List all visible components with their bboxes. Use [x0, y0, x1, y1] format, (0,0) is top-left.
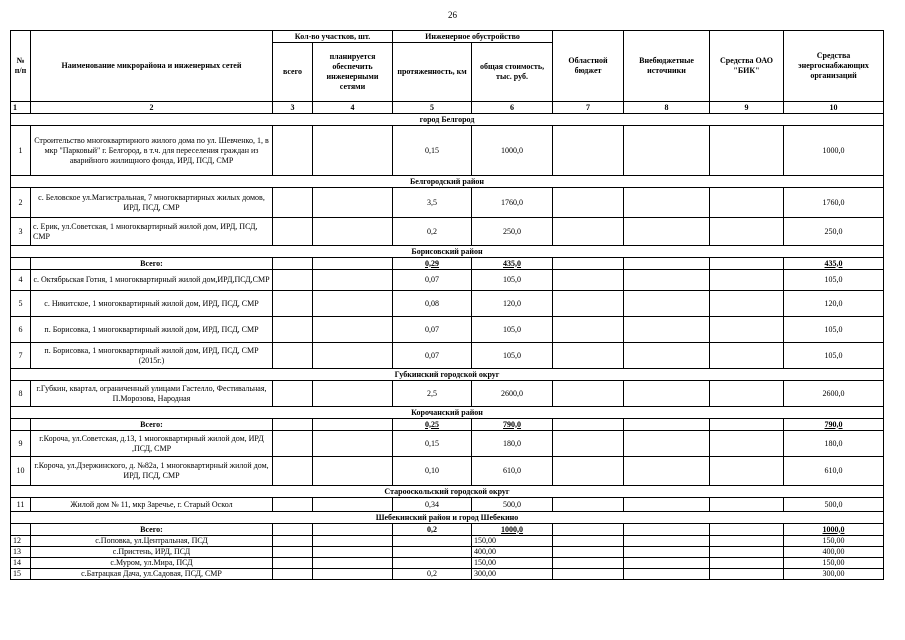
section-row — [11, 486, 884, 498]
column-number: 6 — [472, 102, 553, 114]
section-title: город Белгород — [11, 114, 884, 126]
row-cost: 400,00 — [472, 547, 553, 558]
row-num: 11 — [11, 498, 31, 512]
section-row — [11, 369, 884, 381]
section-row — [11, 246, 884, 258]
section-row — [11, 176, 884, 188]
row-length: 0,2 — [393, 569, 472, 580]
row-name: с.Батрацкая Дача, ул.Садовая, ПСД, СМР — [31, 569, 273, 580]
header-name: Наименование микрорайона и инженерных сетей — [31, 31, 273, 102]
row-num: 9 — [11, 431, 31, 457]
row-cost: 1760,0 — [472, 188, 553, 218]
column-number: 7 — [553, 102, 624, 114]
row-cost: 300,00 — [472, 569, 553, 580]
total-energy: 790,0 — [784, 419, 884, 431]
table-row — [11, 457, 884, 486]
table-row — [11, 558, 884, 569]
row-length: 0,08 — [393, 291, 472, 317]
column-number: 4 — [313, 102, 393, 114]
row-name: г.Короча, ул.Дзержинского, д. №82а, 1 многоквартирный жилой дом, ИРД, ПСД, СМР — [31, 457, 273, 486]
header-regional: Областной бюджет — [553, 31, 624, 102]
row-energy: 1000,0 — [784, 126, 884, 176]
row-name: с.Поповка, ул.Центральная, ПСД — [31, 536, 273, 547]
header-bik: Средства ОАО "БИК" — [710, 31, 784, 102]
total-cost: 790,0 — [472, 419, 553, 431]
row-name: Жилой дом № 11, мкр Заречье, г. Старый Оскол — [31, 498, 273, 512]
table-row — [11, 381, 884, 407]
section-title: Белгородский район — [11, 176, 884, 188]
row-length: 0,10 — [393, 457, 472, 486]
row-energy: 180,0 — [784, 431, 884, 457]
row-length: 0,34 — [393, 498, 472, 512]
table-row — [11, 188, 884, 218]
row-cost: 2600,0 — [472, 381, 553, 407]
row-length: 0,07 — [393, 270, 472, 291]
header-energy: Средства энергоснабжающих организаций — [784, 31, 884, 102]
column-number: 5 — [393, 102, 472, 114]
total-row — [11, 258, 884, 270]
row-cost: 250,0 — [472, 218, 553, 246]
row-num: 1 — [11, 126, 31, 176]
row-name: г.Губкин, квартал, ограниченный улицами Гастелло, Фестивальная, П.Морозова, Народная — [31, 381, 273, 407]
table-row — [11, 498, 884, 512]
row-name: г.Короча, ул.Советская, д.13, 1 многоквартирный жилой дом, ИРД ,ПСД, СМР — [31, 431, 273, 457]
row-length: 0,15 — [393, 126, 472, 176]
row-length: 0,2 — [393, 218, 472, 246]
row-cost: 120,0 — [472, 291, 553, 317]
column-numbers-row — [11, 102, 884, 114]
row-cost: 105,0 — [472, 270, 553, 291]
table-row — [11, 431, 884, 457]
row-energy: 1760,0 — [784, 188, 884, 218]
row-energy: 105,0 — [784, 343, 884, 369]
section-title: Корочанский район — [11, 407, 884, 419]
row-energy: 500,0 — [784, 498, 884, 512]
row-num: 2 — [11, 188, 31, 218]
row-num: 12 — [11, 536, 31, 547]
row-name: п. Борисовка, 1 многоквартирный жилой дом, ИРД, ПСД, СМР — [31, 317, 273, 343]
total-cost: 435,0 — [472, 258, 553, 270]
row-cost: 610,0 — [472, 457, 553, 486]
row-length: 0,07 — [393, 317, 472, 343]
total-label: Всего: — [31, 258, 273, 270]
row-length: 0,15 — [393, 431, 472, 457]
header-row-groups — [11, 31, 884, 43]
total-energy: 1000,0 — [784, 524, 884, 536]
row-energy: 2600,0 — [784, 381, 884, 407]
row-num: 14 — [11, 558, 31, 569]
total-length: 0,29 — [393, 258, 472, 270]
row-length: 3,5 — [393, 188, 472, 218]
header-cost: общая стоимость, тыс. руб. — [472, 43, 553, 102]
column-number: 8 — [624, 102, 710, 114]
table-row — [11, 218, 884, 246]
table-row — [11, 291, 884, 317]
total-label: Всего: — [31, 524, 273, 536]
table-row — [11, 569, 884, 580]
column-number: 10 — [784, 102, 884, 114]
row-name: п. Борисовка, 1 многоквартирный жилой дом, ИРД, ПСД, СМР (2015г.) — [31, 343, 273, 369]
row-name: с. Ерик, ул.Советская, 1 многоквартирный жилой дом, ИРД, ПСД, СМР — [31, 218, 273, 246]
row-num: 7 — [11, 343, 31, 369]
table-row — [11, 536, 884, 547]
row-name: с.Пристень, ИРД, ПСД — [31, 547, 273, 558]
section-title: Шебекинский район и город Шебекино — [11, 512, 884, 524]
page-number: 26 — [448, 10, 457, 20]
row-energy: 610,0 — [784, 457, 884, 486]
row-cost: 150,00 — [472, 536, 553, 547]
section-title: Старооскольский городской округ — [11, 486, 884, 498]
row-name: с. Никитское, 1 многоквартирный жилой дом, ИРД, ПСД, СМР — [31, 291, 273, 317]
table-row — [11, 547, 884, 558]
table-row — [11, 343, 884, 369]
header-group-count: Кол-во участков, шт. — [273, 31, 393, 43]
row-energy: 150,00 — [784, 558, 884, 569]
row-energy: 105,0 — [784, 317, 884, 343]
header-length: протяженность, км — [393, 43, 472, 102]
row-energy: 120,0 — [784, 291, 884, 317]
section-row — [11, 114, 884, 126]
table-row — [11, 126, 884, 176]
row-name: с.Муром, ул.Мира, ПСД — [31, 558, 273, 569]
row-name: Строительство многоквартирного жилого дома по ул. Шевченко, 1, в мкр "Парковый" г. Белгород, в т.ч. для переселения граждан из аварийного жилищного фонда, ИРД, ПСД, СМР — [31, 126, 273, 176]
header-num: № п/п — [11, 31, 31, 102]
row-cost: 180,0 — [472, 431, 553, 457]
header-group-infra: Инженерное обустройство — [393, 31, 553, 43]
total-row — [11, 419, 884, 431]
row-energy: 300,00 — [784, 569, 884, 580]
row-energy: 150,00 — [784, 536, 884, 547]
row-cost: 105,0 — [472, 317, 553, 343]
total-energy: 435,0 — [784, 258, 884, 270]
row-num: 5 — [11, 291, 31, 317]
row-name: с. Беловское ул.Магистральная, 7 многоквартирных жилых домов, ИРД, ПСД, СМР — [31, 188, 273, 218]
row-num: 6 — [11, 317, 31, 343]
header-offbudget: Внебюджетные источники — [624, 31, 710, 102]
row-energy: 250,0 — [784, 218, 884, 246]
header-planned: планируется обеспечить инженерными сетями — [313, 43, 393, 102]
column-number: 1 — [11, 102, 31, 114]
table-row — [11, 270, 884, 291]
row-energy: 105,0 — [784, 270, 884, 291]
row-cost: 500,0 — [472, 498, 553, 512]
row-num: 15 — [11, 569, 31, 580]
section-title: Борисовский район — [11, 246, 884, 258]
total-row — [11, 524, 884, 536]
row-num: 8 — [11, 381, 31, 407]
row-num: 13 — [11, 547, 31, 558]
row-cost: 1000,0 — [472, 126, 553, 176]
column-number: 2 — [31, 102, 273, 114]
section-title: Губкинский городской округ — [11, 369, 884, 381]
total-length: 0,25 — [393, 419, 472, 431]
row-num: 4 — [11, 270, 31, 291]
construction-funding-table — [10, 30, 884, 580]
row-length: 0,07 — [393, 343, 472, 369]
total-length: 0,2 — [393, 524, 472, 536]
total-label: Всего: — [31, 419, 273, 431]
row-name: с. Октябрьская Готня, 1 многоквартирный жилой дом,ИРД,ПСД,СМР — [31, 270, 273, 291]
row-length: 2,5 — [393, 381, 472, 407]
section-row — [11, 512, 884, 524]
column-number: 3 — [273, 102, 313, 114]
row-num: 3 — [11, 218, 31, 246]
row-cost: 150,00 — [472, 558, 553, 569]
total-cost: 1000,0 — [472, 524, 553, 536]
row-cost: 105,0 — [472, 343, 553, 369]
column-number: 9 — [710, 102, 784, 114]
row-energy: 400,00 — [784, 547, 884, 558]
row-num: 10 — [11, 457, 31, 486]
section-row — [11, 407, 884, 419]
header-total: всего — [273, 43, 313, 102]
table-row — [11, 317, 884, 343]
